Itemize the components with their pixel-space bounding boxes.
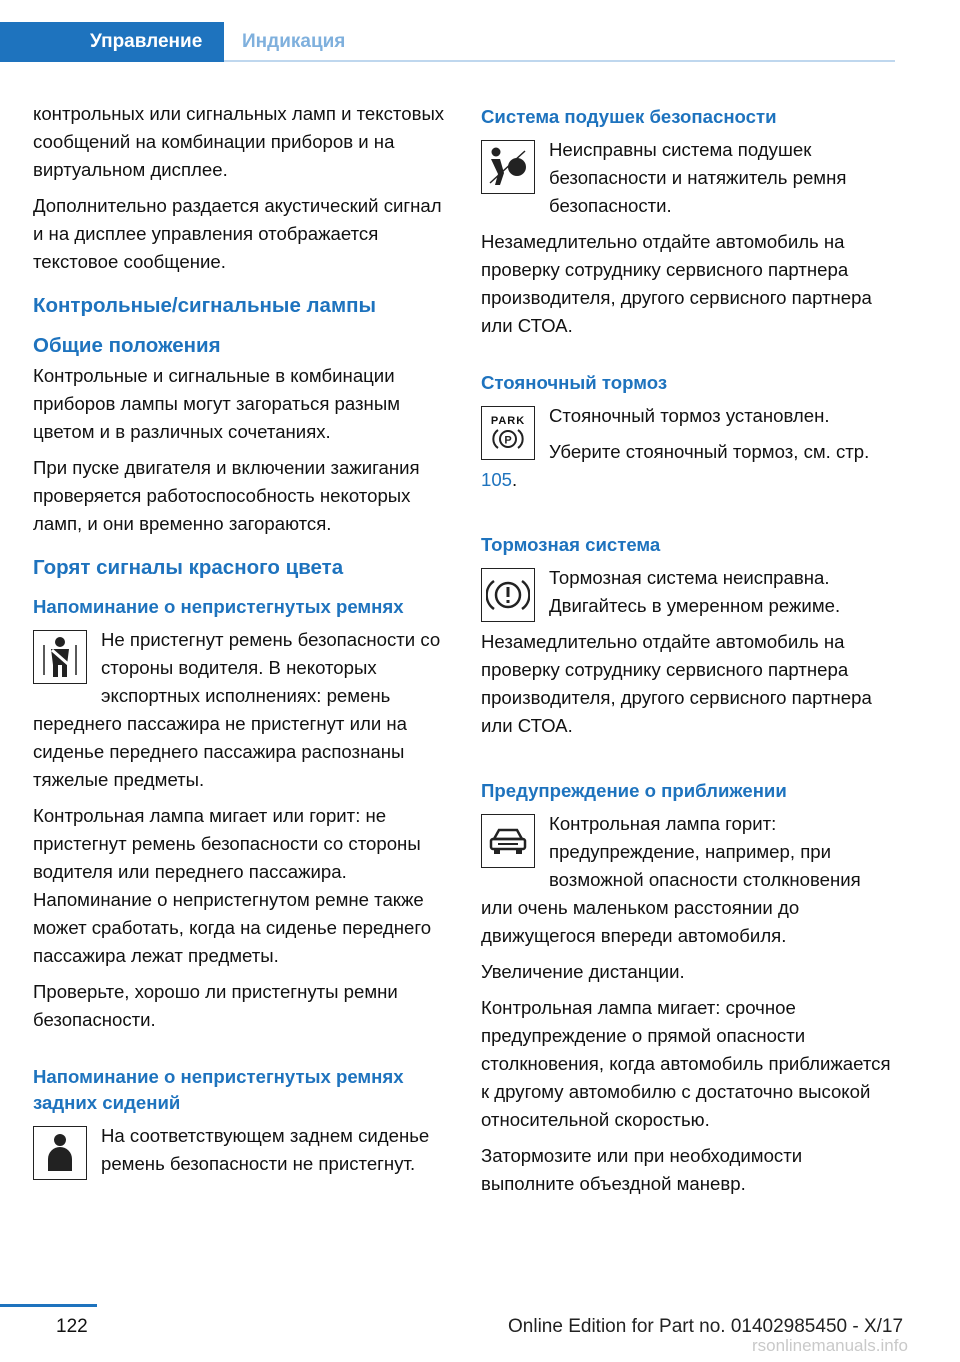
watermark: rsonlinemanuals.info: [752, 1336, 908, 1355]
heading-brake-system: Тормозная система: [481, 534, 661, 555]
park-paragraph-1: Стояночный тормоз установлен.: [549, 405, 830, 426]
heading-red-signals: Горят сигналы красного цвета: [33, 556, 344, 579]
belt-paragraph-3: Проверьте, хорошо ли пристегнуты ремни безопасности.: [33, 981, 398, 1030]
park-label: PARK: [490, 415, 526, 427]
brake-warning-icon: [481, 568, 535, 622]
svg-text:P: P: [504, 434, 512, 447]
page-reference-link[interactable]: 105: [481, 469, 513, 490]
airbag-icon: [481, 140, 535, 194]
car-proximity-icon: [481, 814, 535, 868]
footer-rule: [0, 1304, 97, 1307]
seatbelt-icon: [33, 630, 87, 684]
tab-indikatsiya[interactable]: Индикация: [242, 31, 346, 52]
brake-paragraph-2: Незамедлительно отдайте автомобиль на проверку сотруднику сервисного партнера производителя, другого сервисного партнера или СТОА.: [481, 631, 872, 736]
prox-paragraph-3: Контрольная лампа мигает: срочное предупреждение о прямой опасности столкновения, когда автомобиль приближается к другому автомобилю с достаточно высокой относительной скоростью.: [481, 997, 891, 1130]
tab-upravlenie[interactable]: Управление: [0, 22, 224, 62]
prox-paragraph-4: Затормозите или при необходимости выполните объездной маневр.: [481, 1145, 803, 1194]
airbag-paragraph-1: Неисправны система подушек безопасности и натяжитель ремня безопасности.: [549, 139, 847, 216]
general-paragraph-1: Контрольные и сигнальные в комбинации приборов лампы могут загораться разным цветом и в различных сочетаниях.: [33, 365, 400, 442]
heading-rear-belt: Напоминание о непристегнутых ремнях задних сидений: [33, 1066, 404, 1113]
intro-paragraph-1: контрольных или сигнальных ламп и текстовых сообщений на комбинации приборов и на виртуальном дисплее.: [33, 103, 445, 180]
tab-divider: [224, 60, 895, 62]
park-paragraph-2-text: Уберите стояночный тормоз, см. стр.: [549, 441, 870, 462]
parking-brake-icon: [481, 406, 535, 460]
heading-general: Общие положения: [33, 334, 221, 357]
prox-paragraph-1: Контрольная лампа горит: предупреждение, например, при возможной опасности столкновения или очень маленьком расстоянии до движущегося впереди автомобиля.: [481, 813, 861, 946]
left-column: [33, 100, 451, 1186]
belt-paragraph-2: Контрольная лампа мигает или горит: не пристегнут ремень безопасности со стороны водителя или переднего пассажира. Напоминание о непристегнутом ремне также может сработать, когда на сиденье переднего пассажира лежат предметы.: [33, 805, 432, 966]
section-tabs: [0, 22, 895, 62]
heading-airbag: Система подушек безопасности: [481, 106, 777, 127]
prox-paragraph-2: Увеличение дистанции.: [481, 961, 685, 982]
right-column: [481, 100, 893, 1206]
belt-paragraph-1: Не пристегнут ремень безопасности со стороны водителя. В некоторых экспортных исполнениях: ремень переднего пассажира не пристегнут или на сиденье переднего пассажира распознаны тяжелые предметы.: [33, 629, 441, 790]
intro-paragraph-2: Дополнительно раздается акустический сигнал и на дисплее управления отображается текстовое сообщение.: [33, 195, 442, 272]
heading-proximity: Предупреждение о приближении: [481, 780, 787, 801]
general-paragraph-2: При пуске двигателя и включении зажигания проверяется работоспособность некоторых ламп, и они временно загораются.: [33, 457, 420, 534]
page-number: 122: [56, 1316, 88, 1337]
heading-parking-brake: Стояночный тормоз: [481, 372, 668, 393]
heading-lamps: Контрольные/сигнальные лампы: [33, 294, 377, 317]
airbag-paragraph-2: Незамедлительно отдайте автомобиль на проверку сотруднику сервисного партнера производителя, другого сервисного партнера или СТОА.: [481, 231, 872, 336]
rear-paragraph-1: На соответствующем заднем сиденье ремень безопасности не пристегнут.: [101, 1125, 430, 1174]
edition-note: Online Edition for Part no. 01402985450 - X/17: [508, 1316, 904, 1337]
heading-belt-reminder: Напоминание о непристегнутых ремнях: [33, 596, 404, 617]
park-paragraph-2-end: .: [512, 469, 518, 490]
rear-seatbelt-icon: [33, 1126, 87, 1180]
brake-paragraph-1: Тормозная система неисправна. Двигайтесь в умеренном режиме.: [549, 567, 841, 616]
park-paragraph-2: [481, 438, 893, 494]
